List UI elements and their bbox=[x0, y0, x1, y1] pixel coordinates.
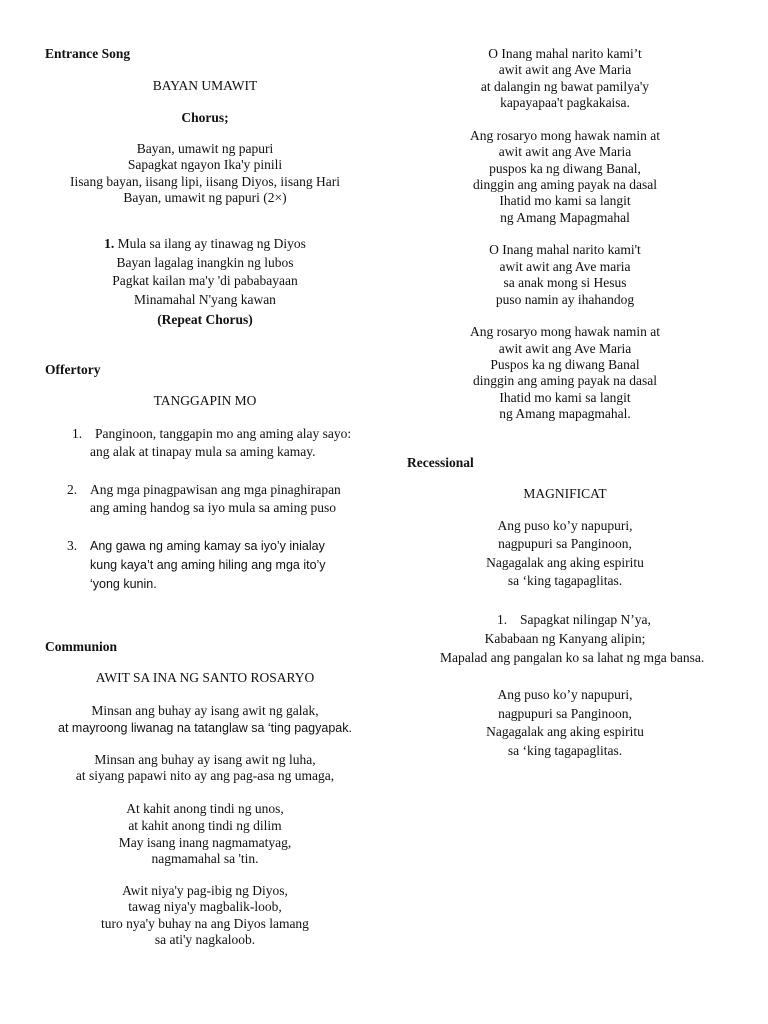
communion-line: May isang inang nagmamatyag, bbox=[118, 835, 292, 850]
verse-text: Mula sa ilang ay tinawag ng Diyos bbox=[114, 236, 306, 251]
magnificat-verse-line: Kababaan ng Kanyang alipin; bbox=[484, 631, 646, 646]
chorus-line: Bayan, umawit ng papuri (2×) bbox=[123, 190, 287, 205]
communion-line: Minsan ang buhay ay isang awit ng luha, bbox=[94, 752, 316, 767]
communion-heading: Communion bbox=[45, 639, 118, 654]
magnificat-verse-number: 1. bbox=[497, 612, 508, 627]
magnificat-refrain-line: nagpupuri sa Panginoon, bbox=[498, 536, 632, 551]
communion-line: puso namin ay ihahandog bbox=[495, 292, 635, 307]
communion-line: nagmamahal sa 'tin. bbox=[151, 851, 259, 866]
chorus-line: Sapagkat ngayon Ika'y pinili bbox=[127, 157, 283, 172]
verse-line: Pagkat kailan ma'y 'di pababayaan bbox=[112, 273, 298, 288]
communion-line: Ang rosaryo mong hawak namin at bbox=[469, 128, 661, 143]
communion-line: ng Amang Mapagmahal bbox=[500, 210, 630, 225]
offertory-item-line: ‘yong kunin. bbox=[90, 577, 157, 591]
chorus-line: Iisang bayan, iisang lipi, iisang Diyos, iisang Hari bbox=[70, 174, 340, 189]
magnificat-refrain-line: sa ‘king tagapaglitas. bbox=[507, 573, 623, 588]
magnificat-refrain-line: Ang puso ko’y napupuri, bbox=[497, 518, 633, 533]
communion-line: Ihatid mo kami sa langit bbox=[499, 390, 631, 405]
magnificat-verse-line: Sapagkat nilingap N’ya, bbox=[520, 612, 651, 627]
chorus-label: Chorus; bbox=[181, 110, 229, 125]
communion-line: awit awit ang Ave Maria bbox=[498, 341, 632, 356]
communion-line: sa anak mong si Hesus bbox=[503, 275, 627, 290]
communion-line: awit awit ang Ave maria bbox=[499, 259, 631, 274]
offertory-item-line: Panginoon, tanggapin mo ang aming alay sayo: bbox=[95, 426, 352, 441]
verse-line: Bayan lagalag inangkin ng lubos bbox=[116, 255, 294, 270]
magnificat-refrain-line: Nagagalak ang aking espiritu bbox=[486, 555, 644, 570]
communion-line: dinggin ang aming payak na dasal bbox=[472, 373, 658, 388]
communion-line: Ang rosaryo mong hawak namin at bbox=[469, 324, 661, 339]
offertory-item-line: Ang gawa ng aming kamay sa iyo’y inialay bbox=[90, 539, 325, 553]
entrance-heading: Entrance Song bbox=[45, 46, 131, 61]
communion-line: Minsan ang buhay ay isang awit ng galak, bbox=[91, 703, 319, 718]
magnificat-refrain-line: Ang puso ko’y napupuri, bbox=[497, 687, 633, 702]
recessional-song-title: MAGNIFICAT bbox=[523, 486, 607, 501]
offertory-item-line: ang alak at tinapay mula sa aming kamay. bbox=[90, 444, 316, 459]
recessional-heading: Recessional bbox=[407, 455, 474, 470]
communion-line: O Inang mahal narito kami't bbox=[489, 242, 641, 257]
offertory-item-number: 3. bbox=[67, 538, 78, 553]
offertory-song-title: TANGGAPIN MO bbox=[153, 393, 257, 408]
offertory-heading: Offertory bbox=[45, 362, 101, 377]
communion-line: At kahit anong tindi ng unos, bbox=[126, 801, 284, 816]
communion-line: Ihatid mo kami sa langit bbox=[499, 193, 631, 208]
communion-line: puspos ka ng diwang Banal, bbox=[489, 161, 641, 176]
verse-line: Minamahal N'yang kawan bbox=[134, 292, 276, 307]
communion-line: Awit niya'y pag-ibig ng Diyos, bbox=[122, 883, 288, 898]
offertory-item-line: Ang mga pinagpawisan ang mga pinaghirapan bbox=[90, 482, 341, 497]
magnificat-verse-line: Mapalad ang pangalan ko sa lahat ng mga bansa. bbox=[440, 650, 705, 665]
repeat-chorus-note: (Repeat Chorus) bbox=[157, 312, 253, 327]
communion-line: at siyang papawi nito ay ang pag-asa ng umaga, bbox=[75, 768, 335, 783]
magnificat-refrain-line: Nagagalak ang aking espiritu bbox=[486, 724, 644, 739]
communion-line: at mayroong liwanag na tatanglaw sa ‘ting pagyapak. bbox=[58, 721, 352, 735]
communion-line: awit awit ang Ave Maria bbox=[498, 62, 632, 77]
communion-line: dinggin ang aming payak na dasal bbox=[472, 177, 658, 192]
communion-line: awit awit ang Ave Maria bbox=[498, 144, 632, 159]
communion-song-title: AWIT SA INA NG SANTO ROSARYO bbox=[95, 670, 315, 685]
communion-line: ng Amang mapagmahal. bbox=[499, 406, 631, 421]
verse-number: 1. bbox=[104, 236, 115, 251]
magnificat-refrain-line: sa ‘king tagapaglitas. bbox=[507, 743, 623, 758]
offertory-item-line: ang aming handog sa iyo mula sa aming puso bbox=[90, 500, 336, 515]
communion-line: sa ati'y nagkaloob. bbox=[154, 932, 256, 947]
offertory-item-number: 1. bbox=[72, 426, 83, 441]
communion-line: turo nya'y buhay na ang Diyos lamang bbox=[101, 916, 309, 931]
communion-line: Puspos ka ng diwang Banal bbox=[490, 357, 640, 372]
magnificat-refrain-line: nagpupuri sa Panginoon, bbox=[498, 706, 632, 721]
communion-line: at kahit anong tindi ng dilim bbox=[128, 818, 282, 833]
communion-line: kapayapaa't pagkakaisa. bbox=[500, 95, 630, 110]
offertory-item-line: kung kaya’t ang aming hiling ang mga ito’y bbox=[90, 558, 326, 572]
communion-line: tawag niya'y magbalik-loob, bbox=[128, 899, 282, 914]
offertory-item-number: 2. bbox=[67, 482, 78, 497]
chorus-line: Bayan, umawit ng papuri bbox=[136, 141, 274, 156]
verse-first-line bbox=[0, 236, 410, 252]
communion-line: O Inang mahal narito kami’t bbox=[488, 46, 642, 61]
entrance-song-title: BAYAN UMAWIT bbox=[152, 78, 258, 93]
communion-line: at dalangin ng bawat pamilya'y bbox=[480, 79, 650, 94]
